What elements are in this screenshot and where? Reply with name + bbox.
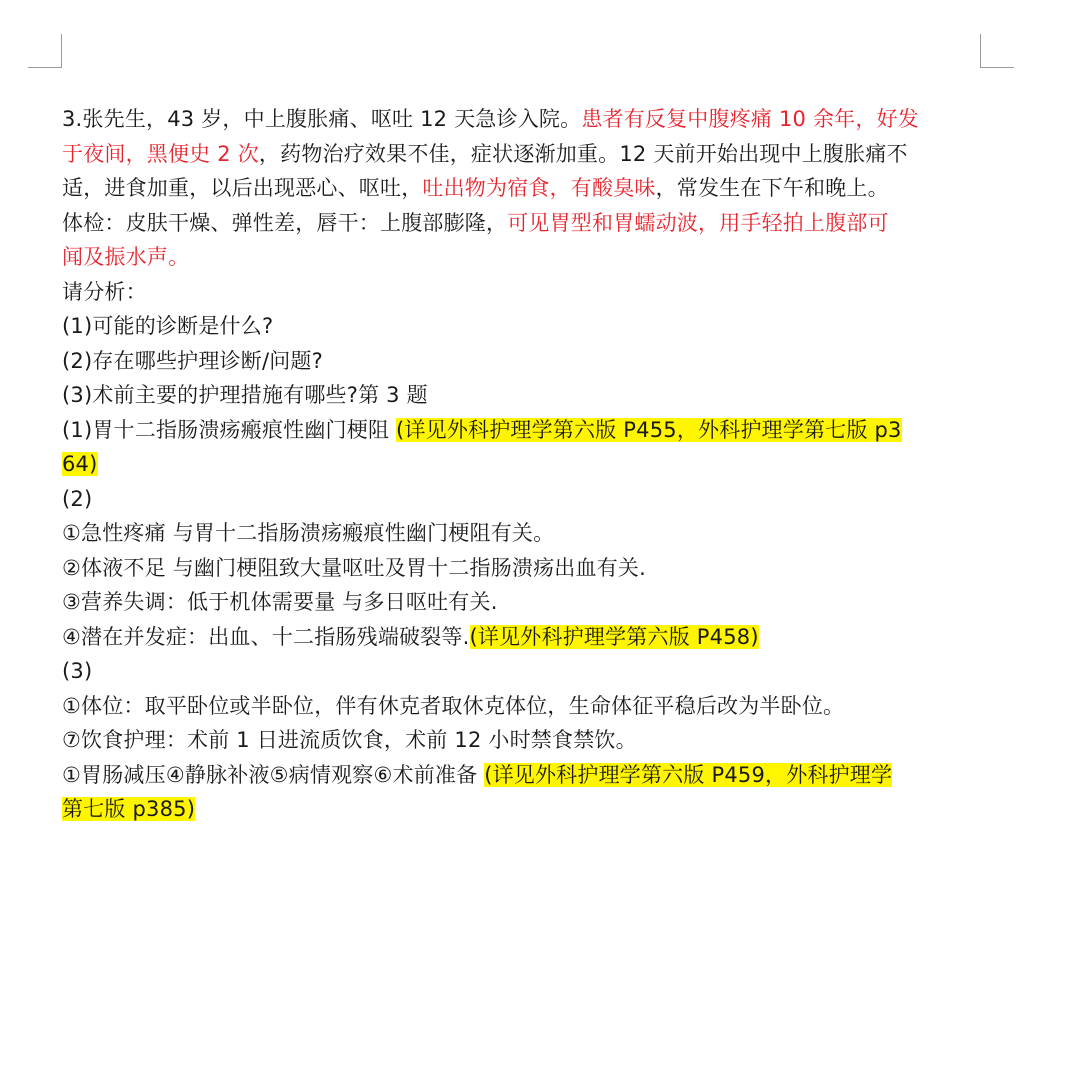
answer-2-heading: (2) [62,486,93,511]
answer-2-item-4 [62,620,987,655]
reference-highlight: 第七版 p385) [62,797,196,821]
questions-intro: 请分析： [62,279,147,304]
answer-text: ①胃肠减压④静脉补液⑤病情观察⑥术前准备 [62,762,485,787]
case-text: 3.张先生，43 岁，中上腹胀痛、呕吐 12 天急诊入院。 [62,107,582,131]
question-2: (2)存在哪些护理诊断/问题? [62,348,323,373]
case-key-text: 闻及振水声。 [62,245,190,269]
answer-2-item-3: ③营养失调：低于机体需要量 与多日呕吐有关. [62,590,498,614]
answer-2-item-2: ②体液不足 与幽门梗阻致大量呕吐及胃十二指肠溃疡出血有关. [62,555,646,580]
answer-3-item-2: ⑦饮食护理：术前 1 日进流质饮食，术前 12 小时禁食禁饮。 [62,728,637,752]
case-text: ，药物治疗效果不佳，症状逐渐加重。12 天前开始出现中上腹胀痛不 [258,141,908,166]
case-line-5 [62,240,987,275]
case-key-text: 吐出物为宿食，有酸臭味 [422,176,656,200]
answer-3-item-3 [62,758,987,793]
reference-highlight: 64) [62,452,98,476]
answer-3-item-3-cont [62,792,987,827]
case-key-text: 于夜间，黑便史 2 次 [62,141,259,166]
question-3: (3)术前主要的护理措施有哪些?第 3 题 [62,383,428,407]
case-text: 适，进食加重，以后出现恶心、呕吐， [62,176,423,200]
case-text: 体检：皮肤干燥、弹性差，唇干：上腹部膨隆， [62,210,508,235]
answer-text: (1)胃十二指肠溃疡瘢痕性幽门梗阻 [62,417,397,442]
case-line-1 [62,102,987,137]
case-key-text: 患者有反复中腹疼痛 10 余年，好发 [581,107,919,131]
document-body [62,102,987,827]
question-1: (1)可能的诊断是什么? [62,314,274,338]
crop-mark-top-right [980,34,1014,68]
case-key-text: 可见胃型和胃蠕动波，用手轻拍上腹部可 [507,210,889,235]
answer-2-item-1: ①急性疼痛 与胃十二指肠溃疡瘢痕性幽门梗阻有关。 [62,521,555,545]
reference-highlight: (详见外科护理学第六版 P458) [469,624,759,649]
case-line-4 [62,206,987,241]
case-text: ，常发生在下午和晚上。 [655,176,889,200]
answer-3-heading: (3) [62,659,93,683]
answer-1 [62,413,987,448]
answer-text: ④潜在并发症：出血、十二指肠残端破裂等. [62,624,470,649]
crop-mark-top-left [28,34,62,68]
answer-3-item-1: ①体位：取平卧位或半卧位，伴有休克者取休克体位，生命体征平稳后改为半卧位。 [62,693,845,718]
answer-1-cont [62,447,987,482]
case-line-2 [62,137,987,172]
case-line-3 [62,171,987,206]
reference-highlight: (详见外科护理学第六版 P459，外科护理学 [484,762,893,787]
reference-highlight: (详见外科护理学第六版 P455，外科护理学第七版 p3 [396,417,902,442]
